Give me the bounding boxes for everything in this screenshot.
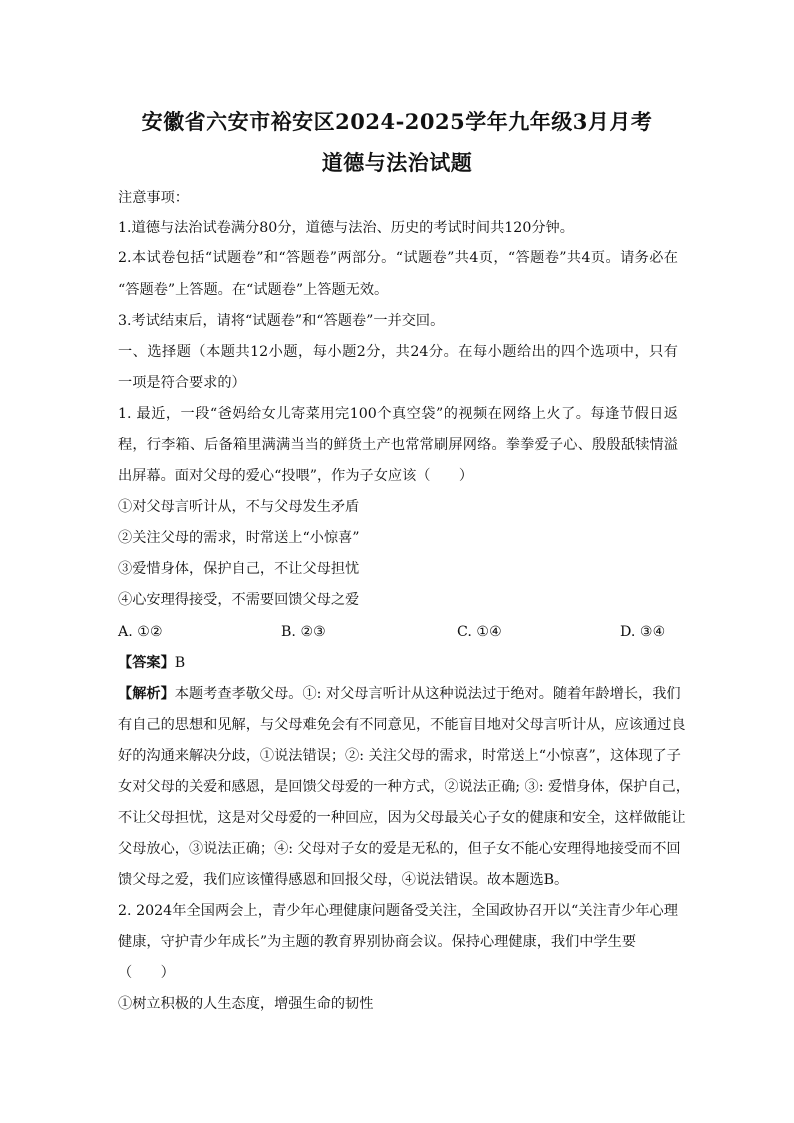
section-heading-cont: 一项是符合要求的） <box>118 375 246 391</box>
note-2: 2.本试卷包括“试题卷”和“答题卷”两部分。“试题卷”共4页，“答题卷”共4页。请务必在 <box>118 250 678 266</box>
q1-item-3: ③爱惜身体，保护自己，不让父母担忧 <box>118 561 360 577</box>
answer-label: 【答案】 <box>118 655 175 671</box>
q1-item-4: ④心安理得接受，不需要回馈父母之爱 <box>118 592 360 608</box>
document-subtitle: 道德与法治试题 <box>321 150 473 175</box>
q1-item-1: ①对父母言听计从，不与父母发生矛盾 <box>118 499 360 515</box>
q1-analysis-line-3: 好的沟通来解决分歧，①说法错误；②: 关注父母的需求，时常送上“小惊喜”，这体现了子 <box>118 748 681 764</box>
notes-heading: 注意事项： <box>118 190 189 206</box>
q1-analysis-line-4: 女对父母的关爱和感恩，是回馈父母爱的一种方式，②说法正确; ③: 爱惜身体，保护自己， <box>118 779 690 795</box>
q2-stem-line-1: 2. 2024年全国两会上，青少年心理健康问题备受关注，全国政协召开以“关注青少年心理 <box>118 903 678 919</box>
note-3: 3.考试结束后，请将“试题卷”和“答题卷”一并交回。 <box>118 313 445 329</box>
q1-analysis-line-6: 父母放心，③说法正确；④: 父母对子女的爱是无私的，但子女不能心安理得地接受而不回 <box>118 841 681 857</box>
q1-stem-line-2: 程，行李箱、后备箱里满满当当的鲜货土产也常常刷屏网络。拳拳爱子心、殷殷舐犊情溢 <box>118 437 678 453</box>
q1-analysis-line-7: 馈父母之爱，我们应该懂得感恩和回报父母，④说法错误。故本题选B。 <box>118 872 569 888</box>
q1-answer <box>118 653 678 673</box>
q1-analysis-line-5: 不让父母担忧，这是对父母爱的一种回应，因为父母最关心子女的健康和安全，这样做能让 <box>118 810 686 826</box>
analysis-label: 【解析】 <box>118 686 175 702</box>
q1-options <box>118 622 678 642</box>
note-2-cont: “答题卷”上答题。在“试题卷”上答题无效。 <box>118 282 389 298</box>
analysis-text-1: 本题考查孝敬父母。①: 对父母言听计从这种说法过于绝对。随着年龄增长，我们 <box>174 686 681 702</box>
q2-item-1: ①树立积极的人生态度，增强生命的韧性 <box>118 996 374 1012</box>
q1-option-a: A. ①② <box>118 624 163 640</box>
answer-value: B <box>174 655 186 671</box>
q1-item-2: ②关注父母的需求，时常送上“小惊喜” <box>118 530 360 546</box>
q1-option-b: B. ②③ <box>281 624 326 640</box>
section-heading: 一、选择题（本题共12小题，每小题2分，共24分。在每小题给出的四个选项中，只有 <box>118 344 678 360</box>
note-1: 1.道德与法治试卷满分80分，道德与法治、历史的考试时间共120分钟。 <box>118 220 574 236</box>
q2-stem-line-3: （ ） <box>118 965 175 981</box>
q1-stem-line-3: 出屏幕。面对父母的爱心“投喂”，作为子女应该（ ） <box>118 468 474 484</box>
document-title: 安徽省六安市裕安区2024-2025学年九年级3月月考 <box>141 109 653 134</box>
q1-option-c: C. ①④ <box>457 624 502 640</box>
q2-stem-line-2: 健康，守护青少年成长”为主题的教育界别协商会议。保持心理健康，我们中学生要 <box>118 934 637 950</box>
q1-option-d: D. ③④ <box>620 624 666 640</box>
q1-analysis-line-1 <box>118 684 681 704</box>
q1-stem-line-1: 1. 最近，一段“爸妈给女儿寄菜用完100个真空袋”的视频在网络上火了。每逢节假日返 <box>118 406 678 422</box>
q1-analysis-line-2: 有自己的思想和见解，与父母难免会有不同意见，不能盲目地对父母言听计从，应该通过良 <box>118 717 686 733</box>
